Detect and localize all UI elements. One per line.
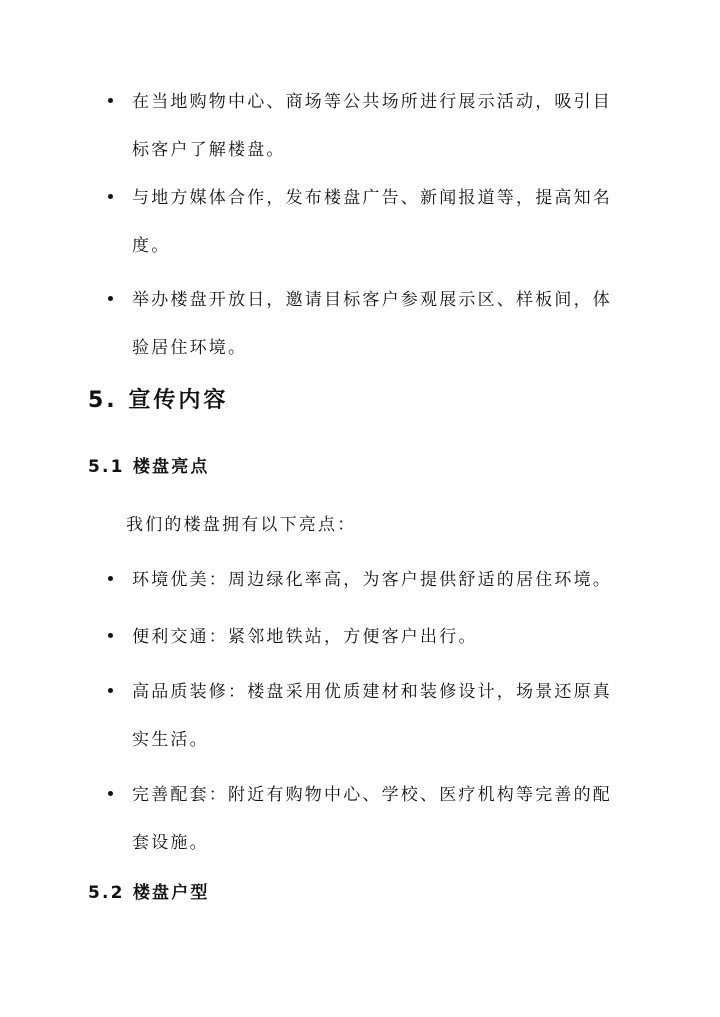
list-item-text: 环境优美：周边绿化率高，为客户提供舒适的居住环境。 — [132, 570, 612, 590]
bullet-icon — [108, 688, 113, 693]
bullet-icon — [108, 98, 113, 103]
intro-paragraph: 我们的楼盘拥有以下亮点： — [126, 515, 357, 535]
list-item — [108, 78, 628, 174]
section-heading: 5. 宣传内容 — [88, 388, 229, 413]
bullet-icon — [108, 194, 113, 199]
list-item — [108, 174, 628, 270]
bullet-icon — [108, 791, 113, 796]
list-item — [108, 668, 628, 764]
subsection-heading: 5.1 楼盘亮点 — [88, 457, 210, 477]
list-item-text: 便利交通：紧邻地铁站，方便客户出行。 — [132, 627, 478, 647]
list-item — [108, 276, 628, 372]
list-item-text: 高品质装修：楼盘采用优质建材和装修设计，场景还原真实生活。 — [132, 682, 612, 750]
bullet-icon — [108, 633, 113, 638]
bullet-icon — [108, 576, 113, 581]
list-item — [108, 556, 628, 604]
bullet-icon — [108, 296, 113, 301]
list-item-text: 举办楼盘开放日，邀请目标客户参观展示区、样板间，体验居住环境。 — [132, 290, 612, 358]
list-item-text: 与地方媒体合作，发布楼盘广告、新闻报道等，提高知名度。 — [132, 188, 612, 256]
list-item — [108, 771, 628, 867]
list-item-text: 完善配套：附近有购物中心、学校、医疗机构等完善的配套设施。 — [132, 785, 612, 853]
list-item-text: 在当地购物中心、商场等公共场所进行展示活动，吸引目标客户了解楼盘。 — [132, 92, 612, 160]
list-item — [108, 613, 628, 661]
subsection-heading: 5.2 楼盘户型 — [88, 883, 210, 903]
